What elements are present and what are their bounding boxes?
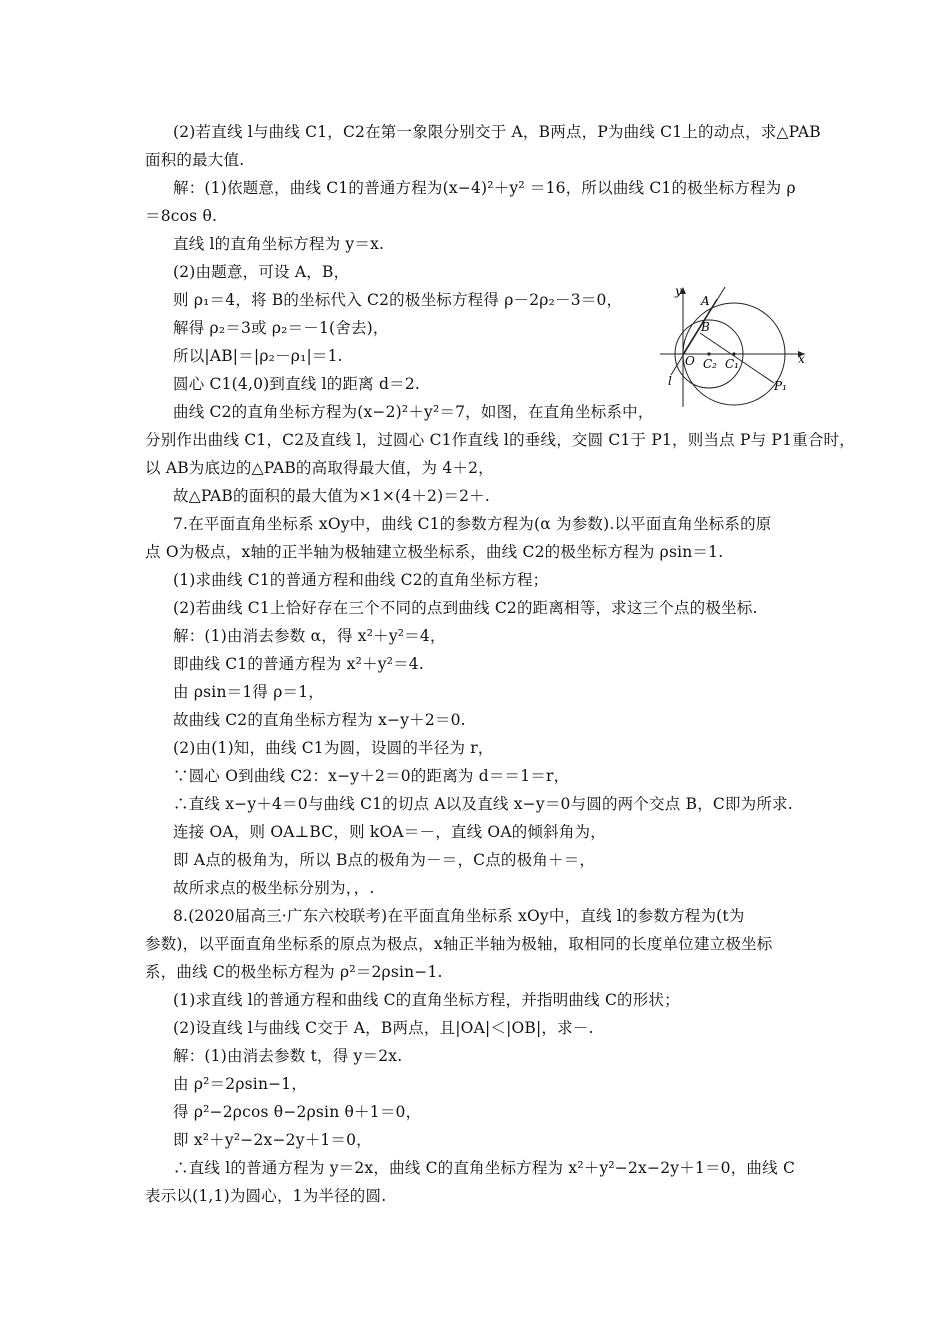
label-c2: C₂ [703, 357, 717, 371]
text-line: (2)由题意，可设 A，B， [173, 263, 350, 281]
text-line: 即 A点的极角为，所以 B点的极角为－＝，C点的极角＋＝， [173, 851, 596, 869]
text-line: 系，曲线 C的极坐标方程为 ρ²＝2ρsin−1. [145, 963, 443, 981]
text-line: 解：(1)由消去参数 t，得 y＝2x. [173, 1047, 403, 1065]
text-line: ∴直线 x−y＋4＝0与曲线 C1的切点 A以及直线 x−y＝0与圆的两个交点 B，C即为所求. [173, 795, 793, 813]
label-l: l [668, 374, 672, 388]
text-line: (2)若曲线 C1上恰好存在三个不同的点到曲线 C2的距离相等，求这三个点的极坐标. [173, 599, 758, 617]
text-line: 曲线 C2的直角坐标方程为(x−2)²＋y²＝7，如图，在直角坐标系中， [173, 403, 654, 421]
label-c1: C₁ [725, 357, 739, 371]
text-line: 得 ρ²−2ρcos θ−2ρsin θ＋1＝0， [173, 1103, 422, 1121]
text-line: 由 ρ²＝2ρsin−1， [173, 1075, 308, 1093]
point-c2 [707, 352, 710, 355]
text-line: 点 O为极点，x轴的正半轴为极轴建立极坐标系，曲线 C2的极坐标方程为 ρsin＝1. [145, 543, 724, 561]
text-line: 分别作出曲线 C1，C2及直线 l，过圆心 C1作直线 l的垂线，交圆 C1于 P1，则当点 P与 P1重合时， [145, 431, 855, 449]
text-line: ∴直线 l的普通方程为 y＝2x，曲线 C的直角坐标方程为 x²＋y²−2x−2y＋1＝0，曲线 C [173, 1159, 796, 1177]
text-line: ∵圆心 O到曲线 C2：x−y＋2＝0的距离为 d＝＝1＝r， [173, 767, 570, 785]
label-o: O [685, 354, 695, 368]
text-line: 以 AB为底边的△PAB的高取得最大值，为 4＋2， [145, 459, 494, 477]
text-line: 解：(1)由消去参数 α，得 x²＋y²＝4， [173, 627, 446, 645]
text-line: 所以|AB|＝|ρ₂－ρ₁|＝1. [173, 347, 343, 365]
text-line: 则 ρ₁＝4，将 B的坐标代入 C2的极坐标方程得 ρ－2ρ₂－3＝0， [173, 291, 623, 309]
text-line: 7.在平面直角坐标系 xOy中，曲线 C1的参数方程为(α 为参数).以平面直角坐标系的原 [173, 515, 772, 533]
text-line: 8.(2020届高三·广东六校联考)在平面直角坐标系 xOy中，直线 l的参数方程为(t为 [173, 907, 745, 925]
text-line: 解得 ρ₂＝3或 ρ₂＝－1(舍去)， [173, 319, 389, 337]
label-p1: P₁ [774, 379, 787, 393]
text-line: (1)求直线 l的普通方程和曲线 C的直角坐标方程，并指明曲线 C的形状； [173, 991, 680, 1009]
text-line: (2)由(1)知，曲线 C1为圆，设圆的半径为 r， [173, 739, 494, 757]
segment-oa [683, 299, 717, 354]
text-line: 故所求点的极坐标分别为，，. [173, 879, 375, 897]
text-line: 圆心 C1(4,0)到直线 l的距离 d＝2. [173, 375, 421, 393]
circles-diagram [655, 283, 815, 413]
label-b: B [701, 320, 710, 334]
text-line: 解：(1)依题意，曲线 C1的普通方程为(x−4)²＋y² ＝16，所以曲线 C1的极坐标方程为 ρ [173, 179, 796, 197]
text-line: (2)若直线 l与曲线 C1，C2在第一象限分别交于 A，B两点，P为曲线 C1上的动点，求△PAB [173, 123, 821, 141]
text-line: ＝8cos θ. [145, 207, 218, 225]
text-line: 参数)，以平面直角坐标系的原点为极点，x轴正半轴为极轴，取相同的长度单位建立极坐标 [145, 935, 773, 953]
text-line: 直线 l的直角坐标方程为 y＝x. [173, 235, 385, 253]
text-line: 故△PAB的面积的最大值为×1×(4＋2)＝2＋. [173, 487, 490, 505]
text-line: 表示以(1,1)为圆心，1为半径的圆. [145, 1187, 387, 1205]
label-x: x [798, 352, 805, 366]
label-a: A [701, 294, 710, 308]
text-line: 连接 OA，则 OA⊥BC，则 kOA＝－，直线 OA的倾斜角为， [173, 823, 606, 841]
text-line: 面积的最大值. [145, 151, 245, 169]
text-line: (1)求曲线 C1的普通方程和曲线 C2的直角坐标方程； [173, 571, 549, 589]
text-line: 即 x²＋y²−2x−2y＋1＝0， [173, 1131, 372, 1149]
text-line: 由 ρsin＝1得 ρ＝1， [173, 683, 324, 701]
text-line: 即曲线 C1的普通方程为 x²＋y²＝4. [173, 655, 424, 673]
point-c1 [732, 352, 735, 355]
coordinate-figure [655, 283, 815, 413]
text-line: (2)设直线 l与曲线 C交于 A，B两点，且|OA|＜|OB|，求－. [173, 1019, 594, 1037]
text-line: 故曲线 C2的直角坐标方程为 x−y＋2＝0. [173, 711, 466, 729]
label-y: y [675, 284, 682, 298]
